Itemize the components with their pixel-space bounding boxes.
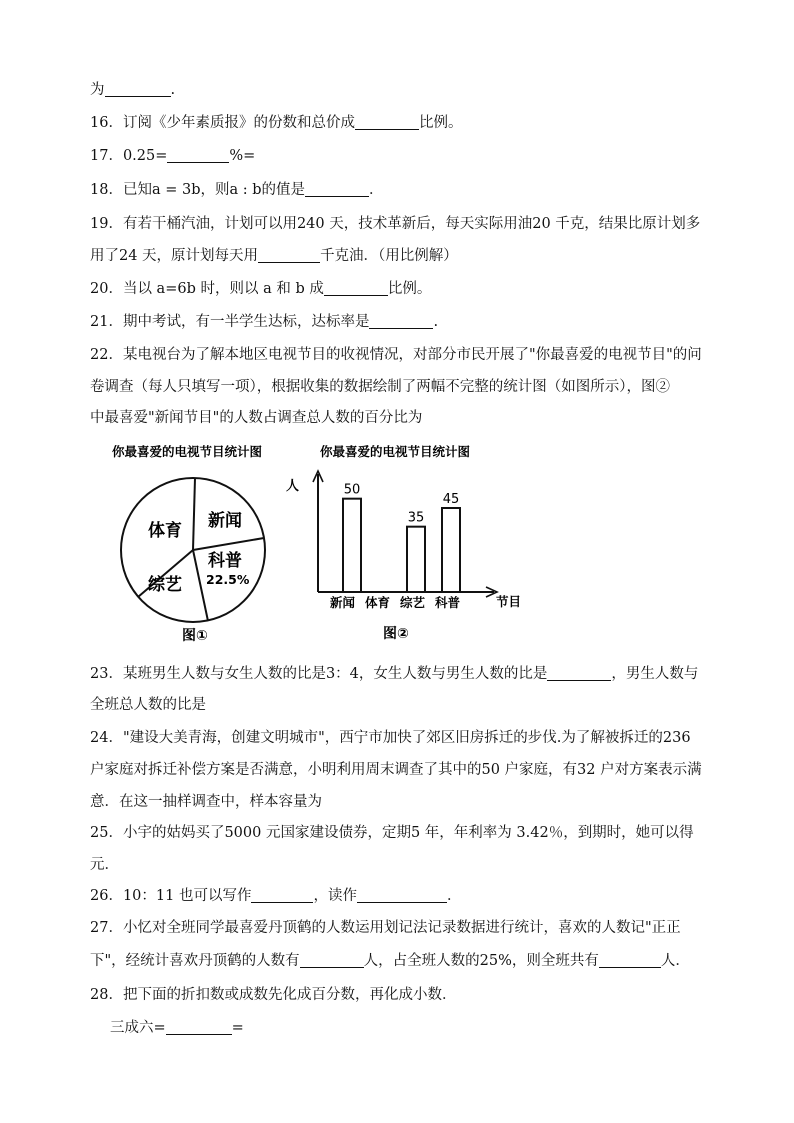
answer-blank[interactable]	[166, 1018, 232, 1035]
question-18: 18．已知a = 3b，则a : b的值是 ．	[90, 182, 384, 198]
pie-divider	[193, 538, 264, 550]
bar-综艺	[407, 527, 425, 592]
bar-chart-title: 你最喜爱的电视节目统计图	[320, 444, 471, 459]
answer-blank[interactable]	[369, 312, 433, 329]
bar-chart-ylabel: 人	[286, 479, 300, 494]
bar-value-label: 35	[407, 510, 425, 526]
question-19-line1: 19．有若干桶汽油，计划可以用240 天，技术革新后，每天实际用油20 千克，结果比原计划多	[90, 216, 701, 232]
question-28-sub: 三成六= =	[110, 1020, 244, 1036]
answer-blank[interactable]	[599, 951, 661, 968]
pie-chart	[121, 478, 265, 622]
answer-blank[interactable]	[305, 180, 369, 197]
question-25-line2: 元．	[90, 857, 119, 873]
pie-divider	[193, 478, 195, 550]
question-28: 28．把下面的折扣数或成数先化成百分数，再化成小数．	[90, 987, 457, 1003]
answer-blank[interactable]	[258, 246, 320, 263]
x-tick-label: 科普	[435, 595, 461, 610]
pie-slice-label: 综艺	[148, 575, 182, 595]
question-20: 20．当以 a=6b 时，则以 a 和 b 成 比例。	[90, 281, 432, 297]
question-27-line1: 27．小忆对全班同学最喜爱丹顶鹤的人数运用划记法记录数据进行统计，喜欢的人数记"正正	[90, 920, 681, 936]
question-22-line2: 卷调查（每人只填写一项），根据收集的数据绘制了两幅不完整的统计图（如图所示），图②	[90, 379, 670, 395]
question-27-line2: 下"，经统计喜欢丹顶鹤的人数有 人，占全班人数的25%，则全班共有 人．	[90, 953, 690, 969]
question-23-line1: 23．某班男生人数与女生人数的比是3：4，女生人数与男生人数的比是 ，男生人数与	[90, 666, 699, 682]
answer-blank[interactable]	[300, 951, 364, 968]
bar-chart-x-ticks	[330, 595, 461, 610]
question-25-line1: 25．小宇的姑妈买了5000 元国家建设债券，定期5 年，年利率为 3.42％，到期时，她可以得	[90, 825, 694, 841]
question-17: 17．0.25= %=	[90, 148, 256, 164]
answer-blank[interactable]	[251, 886, 313, 903]
bar-chart-xlabel: 节目	[496, 594, 522, 609]
answer-blank[interactable]	[167, 146, 229, 163]
question-24-line2: 户家庭对拆迁补偿方案是否满意，小明利用周末调查了其中的50 户家庭，有32 户对方案表示满	[90, 762, 702, 778]
pie-chart-caption: 图①	[182, 628, 208, 644]
question-19-line2: 用了24 天，原计划每天用 千克油．（用比例解）	[90, 248, 458, 264]
answer-blank[interactable]	[547, 664, 611, 681]
bar-value-label: 50	[343, 482, 361, 498]
bar-chart-caption: 图②	[383, 626, 409, 642]
bar-新闻	[343, 499, 361, 592]
question-24-line3: 意．在这一抽样调查中，样本容量为	[90, 794, 322, 810]
line-15-tail: 为 .	[90, 82, 176, 98]
answer-blank[interactable]	[355, 113, 419, 130]
answer-blank[interactable]	[105, 80, 171, 97]
question-24-line1: 24．"建设大美青海，创建文明城市"，西宁市加快了郊区旧房拆迁的步伐.为了解被拆迁的236	[90, 730, 691, 746]
bar-科普	[442, 508, 460, 592]
x-tick-label: 新闻	[330, 595, 356, 610]
x-tick-label: 综艺	[400, 595, 426, 610]
question-22-line3: 中最喜爱"新闻节目"的人数占调查总人数的百分比为	[90, 410, 423, 426]
question-26: 26．10：11 也可以写作 ，读作 ．	[90, 888, 462, 904]
pie-slice-label: 新闻	[208, 511, 242, 531]
pie-slice-percent: 22.5%	[206, 572, 250, 587]
bar-chart-bars	[343, 483, 460, 592]
pie-slice-label: 科普	[208, 551, 242, 571]
answer-blank[interactable]	[357, 886, 447, 903]
pie-chart-title: 你最喜爱的电视节目统计图	[112, 444, 263, 459]
question-23-line2: 全班总人数的比是	[90, 697, 206, 713]
answer-blank[interactable]	[324, 279, 388, 296]
x-tick-label: 体育	[365, 595, 391, 610]
question-16: 16．订阅《少年素质报》的份数和总价成 比例。	[90, 115, 463, 131]
question-21: 21．期中考试，有一半学生达标，达标率是 .	[90, 314, 439, 330]
bar-value-label: 45	[442, 492, 460, 507]
pie-slice-label: 体育	[148, 521, 182, 541]
question-22-line1: 22．某电视台为了解本地区电视节目的收视情况，对部分市民开展了"你最喜爱的电视节目"的问	[90, 347, 702, 363]
statistics-figures	[108, 440, 528, 650]
